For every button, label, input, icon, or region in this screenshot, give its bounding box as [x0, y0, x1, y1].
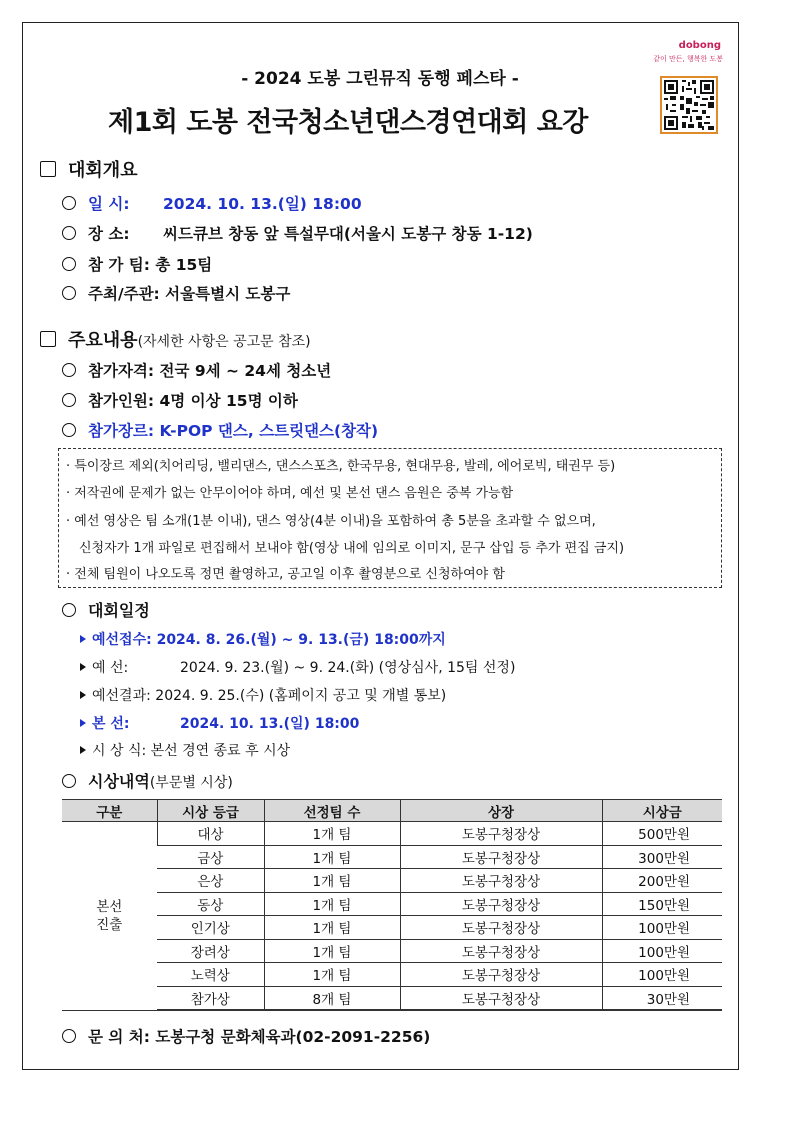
logo-slogan: 같이 만든, 행복한 도봉: [653, 55, 723, 63]
overview-heading: 대회개요: [40, 156, 138, 182]
certificate-cell: 도봉구청장상: [400, 916, 602, 940]
main-item-members: 참가인원: 4명 이상 15명 이하: [62, 389, 298, 411]
schedule-heading: 대회일정: [62, 598, 150, 621]
schedule-item-final: 본 선: 2024. 10. 13.(일) 18:00: [80, 713, 359, 733]
table-row: [62, 939, 722, 963]
teams-cell: 1개 팀: [264, 916, 400, 940]
column-header: 구분: [62, 800, 157, 822]
main-item-eligibility: 참가자격: 전국 9세 ~ 24세 청소년: [62, 359, 331, 381]
teams-cell: 1개 팀: [264, 845, 400, 869]
teams-cell: 1개 팀: [264, 869, 400, 893]
circle-bullet-icon: [62, 196, 76, 210]
dobong-logo: dobong: [678, 40, 721, 51]
triangle-bullet-icon: [80, 635, 86, 643]
prize-cell: 100만원: [602, 963, 722, 987]
page-title: 제1회 도봉 전국청소년댄스경연대회 요강: [108, 107, 588, 138]
schedule-item-application: 예선접수: 2024. 8. 26.(월) ~ 9. 13.(금) 18:00까지: [80, 629, 446, 649]
note-line: · 전체 팀원이 나오도록 정면 촬영하고, 공고일 이후 촬영분으로 신청하여야 함: [66, 567, 505, 582]
table-row: [62, 963, 722, 987]
schedule-item-preliminary: 예 선: 2024. 9. 23.(월) ~ 9. 24.(화) (영상심사, 15팀 선정): [80, 657, 515, 677]
overview-item-venue: 장 소: 씨드큐브 창동 앞 특설무대(서울시 도봉구 창동 1-12): [62, 222, 533, 244]
prize-cell: 100만원: [602, 939, 722, 963]
group-cell: 본선 진출: [62, 822, 157, 1011]
triangle-bullet-icon: [80, 746, 86, 754]
circle-bullet-icon: [62, 286, 76, 300]
teams-cell: 1개 팀: [264, 939, 400, 963]
checkbox-icon: [40, 161, 56, 177]
certificate-cell: 도봉구청장상: [400, 869, 602, 893]
column-header: 상장: [400, 800, 602, 822]
note-line: · 특이장르 제외(치어리딩, 밸리댄스, 댄스스포츠, 한국무용, 현대무용, 발레, 에어로빅, 태권무 등): [66, 459, 616, 474]
checkbox-icon: [40, 331, 56, 347]
prize-cell: 300만원: [602, 845, 722, 869]
contact-line: 문 의 처: 도봉구청 문화체육과(02-2091-2256): [62, 1025, 430, 1047]
grade-cell: 대상: [157, 822, 264, 846]
teams-cell: 1개 팀: [264, 892, 400, 916]
grade-cell: 인기상: [157, 916, 264, 940]
circle-bullet-icon: [62, 1029, 76, 1043]
overview-item-date: 일 시: 2024. 10. 13.(일) 18:00: [62, 192, 362, 214]
triangle-bullet-icon: [80, 663, 86, 671]
certificate-cell: 도봉구청장상: [400, 892, 602, 916]
note-line: 신청자가 1개 파일로 편집해서 보내야 함(영상 내에 임의로 이미지, 문구 삽입 등 추가 편집 금지): [79, 541, 625, 556]
table-row: [62, 892, 722, 916]
circle-bullet-icon: [62, 257, 76, 271]
triangle-bullet-icon: [80, 691, 86, 699]
event-subtitle: - 2024 도봉 그린뮤직 동행 페스타 -: [241, 69, 519, 89]
certificate-cell: 도봉구청장상: [400, 963, 602, 987]
qr-code-icon[interactable]: [660, 76, 718, 134]
schedule-item-results: 예선결과: 2024. 9. 25.(수) (홈페이지 공고 및 개별 통보): [80, 685, 446, 705]
circle-bullet-icon: [62, 603, 76, 617]
overview-item-host: 주최/주관: 서울특별시 도봉구: [62, 282, 290, 304]
grade-cell: 동상: [157, 892, 264, 916]
main-heading: 주요내용(자세한 사항은 공고문 참조): [40, 326, 311, 352]
table-row: [62, 822, 722, 846]
column-header: 시상금: [602, 800, 722, 822]
prize-cell: 30만원: [602, 986, 722, 1010]
schedule-item-ceremony: 시 상 식: 본선 경연 종료 후 시상: [80, 740, 290, 760]
column-header: 선정팀 수: [264, 800, 400, 822]
teams-cell: 8개 팀: [264, 986, 400, 1010]
table-row: [62, 845, 722, 869]
awards-table: [62, 799, 722, 1011]
certificate-cell: 도봉구청장상: [400, 845, 602, 869]
grade-cell: 금상: [157, 845, 264, 869]
awards-heading: 시상내역(부문별 시상): [62, 769, 233, 792]
overview-item-teams: 참 가 팀: 총 15팀: [62, 253, 212, 275]
table-row: [62, 869, 722, 893]
prize-cell: 150만원: [602, 892, 722, 916]
certificate-cell: 도봉구청장상: [400, 822, 602, 846]
table-row: [62, 986, 722, 1010]
circle-bullet-icon: [62, 393, 76, 407]
grade-cell: 노력상: [157, 963, 264, 987]
teams-cell: 1개 팀: [264, 822, 400, 846]
column-header: 시상 등급: [157, 800, 264, 822]
circle-bullet-icon: [62, 226, 76, 240]
main-item-genre: 참가장르: K-POP 댄스, 스트릿댄스(창작): [62, 419, 378, 441]
certificate-cell: 도봉구청장상: [400, 986, 602, 1010]
prize-cell: 100만원: [602, 916, 722, 940]
certificate-cell: 도봉구청장상: [400, 939, 602, 963]
teams-cell: 1개 팀: [264, 963, 400, 987]
circle-bullet-icon: [62, 363, 76, 377]
table-header-row: [62, 800, 722, 822]
note-line: · 예선 영상은 팀 소개(1분 이내), 댄스 영상(4분 이내)을 포함하여 총 5분을 초과할 수 없으며,: [66, 514, 596, 529]
grade-cell: 참가상: [157, 986, 264, 1010]
note-line: · 저작권에 문제가 없는 안무이어야 하며, 예선 및 본선 댄스 음원은 중복 가능함: [66, 486, 514, 501]
circle-bullet-icon: [62, 423, 76, 437]
contact-phone[interactable]: 도봉구청 문화체육과(02-2091-2256): [155, 1028, 431, 1046]
grade-cell: 장려상: [157, 939, 264, 963]
prize-cell: 500만원: [602, 822, 722, 846]
table-row: [62, 916, 722, 940]
grade-cell: 은상: [157, 869, 264, 893]
triangle-bullet-icon: [80, 719, 86, 727]
circle-bullet-icon: [62, 774, 76, 788]
prize-cell: 200만원: [602, 869, 722, 893]
